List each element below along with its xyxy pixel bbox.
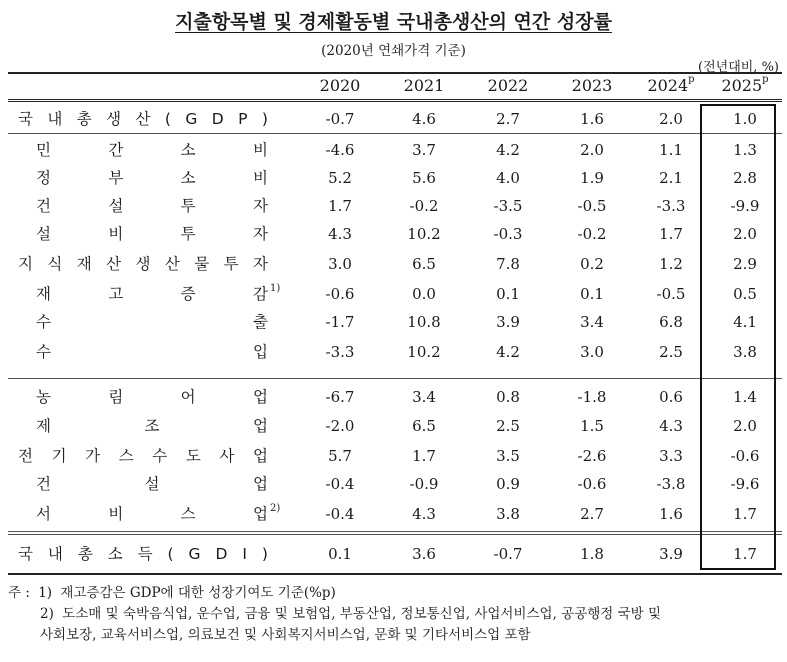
- table-row: [8, 412, 782, 440]
- table-row: [8, 105, 782, 133]
- note-2-text-line2: 사회보장, 교육서비스업, 의료보건 및 사회복지서비스업, 문화 및 기타서비스업 포함: [40, 627, 531, 643]
- highlight-box-2025: [700, 104, 776, 570]
- value-cell-2022: 3.5: [496, 447, 520, 465]
- column-header-2020: 2020: [319, 76, 361, 95]
- value-cell-2020: 0.1: [328, 545, 352, 563]
- column-header-2021: 2021: [403, 76, 445, 95]
- row-label: 수 입: [36, 343, 268, 361]
- value-cell-2020: -0.4: [325, 505, 355, 523]
- column-header-2023: 2023: [571, 76, 613, 95]
- value-cell-2021: 10.8: [407, 313, 441, 331]
- value-cell-2022: 7.8: [496, 255, 520, 273]
- section-separator: [8, 378, 782, 379]
- value-cell-2022: 4.2: [496, 141, 520, 159]
- header-bottom-rule-double: [8, 101, 782, 102]
- value-cell-2023: 0.1: [580, 285, 604, 303]
- table-row: [8, 540, 782, 568]
- table-row: [8, 470, 782, 498]
- value-cell-2020: 5.7: [328, 447, 352, 465]
- gdi-separator-top: [8, 531, 782, 532]
- value-cell-2022: -3.5: [493, 197, 523, 215]
- value-cell-2025: 3.8: [733, 343, 757, 361]
- table-row: [8, 192, 782, 220]
- table-row: [8, 136, 782, 164]
- value-cell-2023: -0.5: [577, 197, 607, 215]
- value-cell-2022: 2.5: [496, 417, 520, 435]
- value-cell-2024: 1.6: [659, 505, 683, 523]
- row-label: 국 내 총 소 득 ( G D I ): [18, 545, 268, 563]
- value-cell-2020: -0.7: [325, 110, 355, 128]
- value-cell-2025: -9.6: [730, 475, 760, 493]
- header-bottom-rule: [8, 99, 782, 100]
- value-cell-2020: -2.0: [325, 417, 355, 435]
- value-cell-2024: 1.7: [659, 225, 683, 243]
- value-cell-2020: -6.7: [325, 388, 355, 406]
- value-cell-2022: 3.9: [496, 313, 520, 331]
- value-cell-2023: -2.6: [577, 447, 607, 465]
- row-label: 민 간 소 비: [36, 141, 268, 159]
- table-row: [8, 250, 782, 278]
- value-cell-2025: 2.0: [733, 417, 757, 435]
- value-cell-2021: 4.3: [412, 505, 436, 523]
- value-cell-2024: -3.3: [656, 197, 686, 215]
- row-label: 수 출: [36, 313, 268, 331]
- note-1-text: 재고증감은 GDP에 대한 성장기여도 기준(%p): [60, 585, 336, 601]
- footnote-marker: 1): [270, 283, 281, 294]
- value-cell-2023: -1.8: [577, 388, 607, 406]
- table-row: [8, 164, 782, 192]
- notes-prefix: 주 :: [8, 585, 30, 601]
- value-cell-2024: 6.8: [659, 313, 683, 331]
- value-cell-2021: 3.6: [412, 545, 436, 563]
- row-label: 건 설 업: [36, 475, 268, 493]
- value-cell-2024: 1.2: [659, 255, 683, 273]
- value-cell-2021: 10.2: [407, 343, 441, 361]
- value-cell-2021: 1.7: [412, 447, 436, 465]
- value-cell-2020: -3.3: [325, 343, 355, 361]
- value-cell-2022: 4.0: [496, 169, 520, 187]
- value-cell-2022: 0.8: [496, 388, 520, 406]
- table-row: [8, 500, 782, 528]
- column-header-2025: 2025$^p$: [721, 74, 769, 95]
- table-title: 지출항목별 및 경제활동별 국내총생산의 연간 성장률: [175, 11, 612, 33]
- unit-note: (전년대비, %): [698, 60, 779, 75]
- row-label: 전 기 가 스 수 도 사 업: [18, 447, 268, 465]
- value-cell-2023: 1.5: [580, 417, 604, 435]
- table-bottom-rule: [8, 573, 782, 575]
- column-header-2022: 2022: [487, 76, 529, 95]
- value-cell-2024: 2.1: [659, 169, 683, 187]
- value-cell-2022: 2.7: [496, 110, 520, 128]
- value-cell-2023: 3.0: [580, 343, 604, 361]
- value-cell-2024: -0.5: [656, 285, 686, 303]
- value-cell-2025: 1.3: [733, 141, 757, 159]
- value-cell-2024: 2.5: [659, 343, 683, 361]
- value-cell-2021: -0.2: [409, 197, 439, 215]
- row-label: 재 고 증 감: [36, 285, 268, 303]
- value-cell-2020: -1.7: [325, 313, 355, 331]
- value-cell-2020: -0.6: [325, 285, 355, 303]
- value-cell-2020: 3.0: [328, 255, 352, 273]
- value-cell-2023: 1.9: [580, 169, 604, 187]
- value-cell-2025: 2.8: [733, 169, 757, 187]
- value-cell-2022: 3.8: [496, 505, 520, 523]
- value-cell-2024: 3.9: [659, 545, 683, 563]
- value-cell-2023: 2.0: [580, 141, 604, 159]
- value-cell-2025: 0.5: [733, 285, 757, 303]
- value-cell-2024: 0.6: [659, 388, 683, 406]
- value-cell-2024: 2.0: [659, 110, 683, 128]
- value-cell-2022: -0.7: [493, 545, 523, 563]
- value-cell-2020: 4.3: [328, 225, 352, 243]
- value-cell-2025: -9.9: [730, 197, 760, 215]
- note-1-num: 1): [38, 585, 53, 601]
- value-cell-2021: 4.6: [412, 110, 436, 128]
- value-cell-2021: 10.2: [407, 225, 441, 243]
- value-cell-2022: 0.9: [496, 475, 520, 493]
- row-label: 농 림 어 업: [36, 388, 268, 406]
- row-label: 서 비 스 업: [36, 505, 268, 523]
- value-cell-2024: 4.3: [659, 417, 683, 435]
- value-cell-2021: 5.6: [412, 169, 436, 187]
- value-cell-2025: -0.6: [730, 447, 760, 465]
- row-label: 정 부 소 비: [36, 169, 268, 187]
- table-row: [8, 442, 782, 470]
- footnote-marker: 2): [270, 503, 281, 514]
- row-label: 설 비 투 자: [36, 225, 268, 243]
- table-row: [8, 220, 782, 248]
- row-label: 지 식 재 산 생 산 물 투 자: [18, 255, 268, 273]
- gdp-separator: [8, 133, 782, 134]
- value-cell-2021: 6.5: [412, 417, 436, 435]
- value-cell-2021: 6.5: [412, 255, 436, 273]
- value-cell-2021: 3.7: [412, 141, 436, 159]
- value-cell-2021: -0.9: [409, 475, 439, 493]
- column-header-2024: 2024$^p$: [647, 74, 695, 95]
- value-cell-2023: 0.2: [580, 255, 604, 273]
- value-cell-2023: -0.2: [577, 225, 607, 243]
- value-cell-2025: 1.7: [733, 545, 757, 563]
- value-cell-2023: 1.8: [580, 545, 604, 563]
- value-cell-2024: -3.8: [656, 475, 686, 493]
- gdi-separator-bottom: [8, 534, 782, 535]
- value-cell-2023: -0.6: [577, 475, 607, 493]
- table-row: [8, 280, 782, 308]
- value-cell-2025: 1.0: [733, 110, 757, 128]
- value-cell-2025: 1.4: [733, 388, 757, 406]
- note-2-text-line1: 도소매 및 숙박음식업, 운수업, 금융 및 보험업, 부동산업, 정보통신업, 사업서비스업, 공공행정 국방 및: [62, 606, 662, 622]
- value-cell-2025: 4.1: [733, 313, 757, 331]
- value-cell-2022: 0.1: [496, 285, 520, 303]
- value-cell-2025: 2.9: [733, 255, 757, 273]
- row-label: 제 조 업: [36, 417, 268, 435]
- value-cell-2024: 1.1: [659, 141, 683, 159]
- value-cell-2020: -0.4: [325, 475, 355, 493]
- row-label: 건 설 투 자: [36, 197, 268, 215]
- table-row: [8, 383, 782, 411]
- note-2-num: 2): [40, 606, 54, 622]
- value-cell-2023: 2.7: [580, 505, 604, 523]
- value-cell-2025: 2.0: [733, 225, 757, 243]
- value-cell-2022: -0.3: [493, 225, 523, 243]
- value-cell-2024: 3.3: [659, 447, 683, 465]
- table-row: [8, 308, 782, 336]
- row-label: 국 내 총 생 산 ( G D P ): [18, 110, 268, 128]
- table-row: [8, 338, 782, 366]
- value-cell-2021: 3.4: [412, 388, 436, 406]
- header-row: [8, 72, 782, 100]
- value-cell-2020: 1.7: [328, 197, 352, 215]
- value-cell-2020: 5.2: [328, 169, 352, 187]
- value-cell-2021: 0.0: [412, 285, 436, 303]
- table-subtitle: (2020년 연쇄가격 기준): [321, 43, 466, 59]
- value-cell-2025: 1.7: [733, 505, 757, 523]
- value-cell-2023: 1.6: [580, 110, 604, 128]
- value-cell-2020: -4.6: [325, 141, 355, 159]
- value-cell-2022: 4.2: [496, 343, 520, 361]
- value-cell-2023: 3.4: [580, 313, 604, 331]
